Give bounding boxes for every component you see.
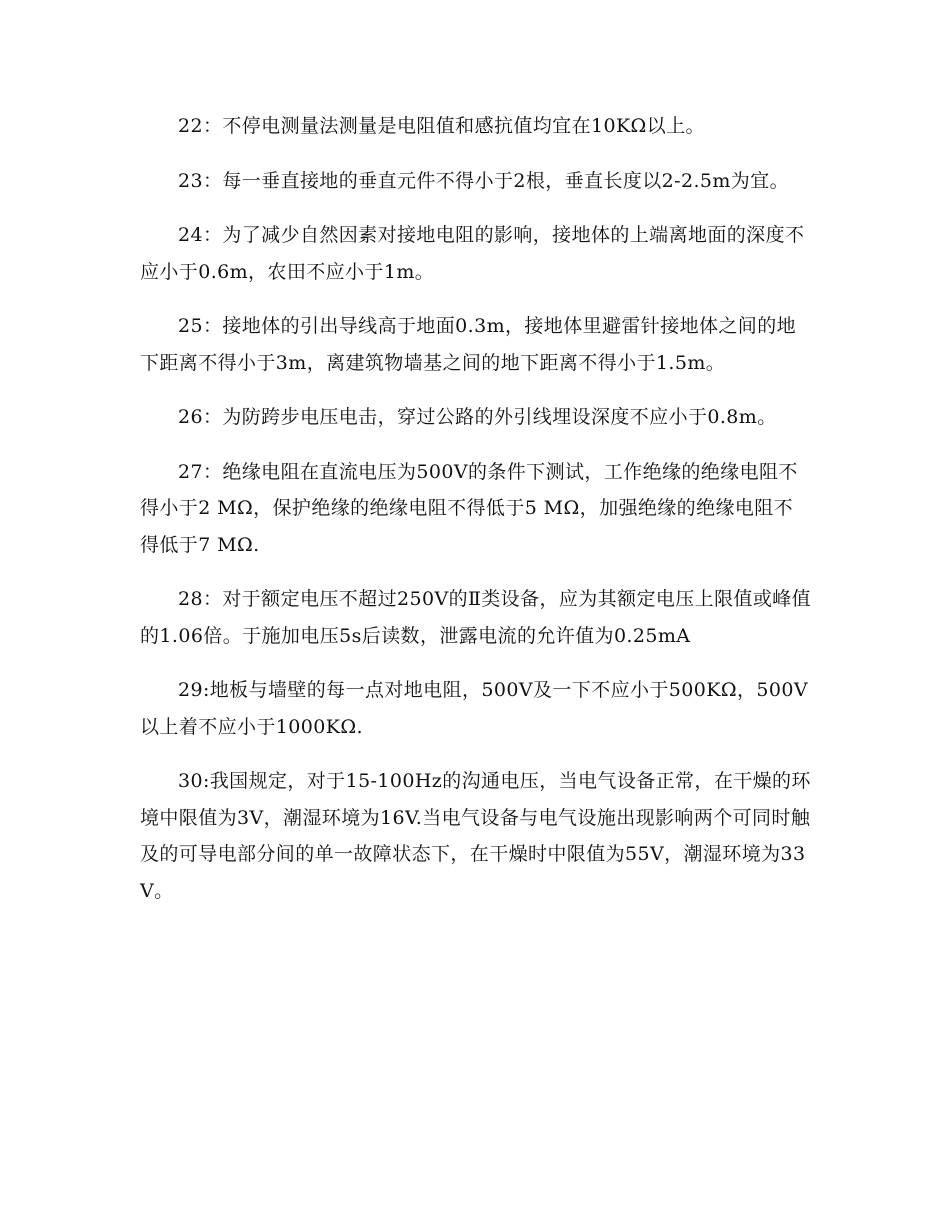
paragraph-28: 28：对于额定电压不超过250V的Ⅱ类设备，应为其额定电压上限值或峰值的1.06倍。于施加电压5s后读数，泄露电流的允许值为0.25mA (140, 588, 812, 647)
paragraph-25: 25：接地体的引出导线高于地面0.3m，接地体里避雷针接地体之间的地下距离不得小于3m，离建筑物墙基之间的地下距离不得小于1.5m。 (140, 315, 797, 374)
paragraph-29: 29:地板与墙壁的每一点对地电阻，500V及一下不应小于500KΩ，500V以上着不应小于1000KΩ. (140, 679, 808, 738)
paragraph-30: 30:我国规定，对于15-100Hz的沟通电压，当电气设备正常，在干燥的环境中限值为3V，潮湿环境为16V.当电气设备与电气设施出现影响两个可同时触及的可导电部分间的单一故障状态下，在干燥时中限值为55V，潮湿环境为33V。 (140, 770, 811, 902)
paragraph-24: 24：为了减少自然因素对接地电阻的影响，接地体的上端离地面的深度不应小于0.6m，农田不应小于1m。 (140, 224, 805, 283)
paragraph-26: 26：为防跨步电压电击，穿过公路的外引线埋设深度不应小于0.8m。 (178, 406, 777, 428)
paragraph-23: 23：每一垂直接地的垂直元件不得小于2根，垂直长度以2-2.5m为宜。 (178, 169, 790, 192)
paragraph-27: 27：绝缘电阻在直流电压为500V的条件下测试，工作绝缘的绝缘电阻不得小于2 MΩ，保护绝缘的绝缘电阻不得低于5 MΩ，加强绝缘的绝缘电阻不得低于7 MΩ. (140, 460, 798, 556)
document-body (140, 108, 812, 927)
paragraph-22: 22：不停电测量法测量是电阻值和感抗值均宜在10KΩ以上。 (178, 115, 705, 137)
